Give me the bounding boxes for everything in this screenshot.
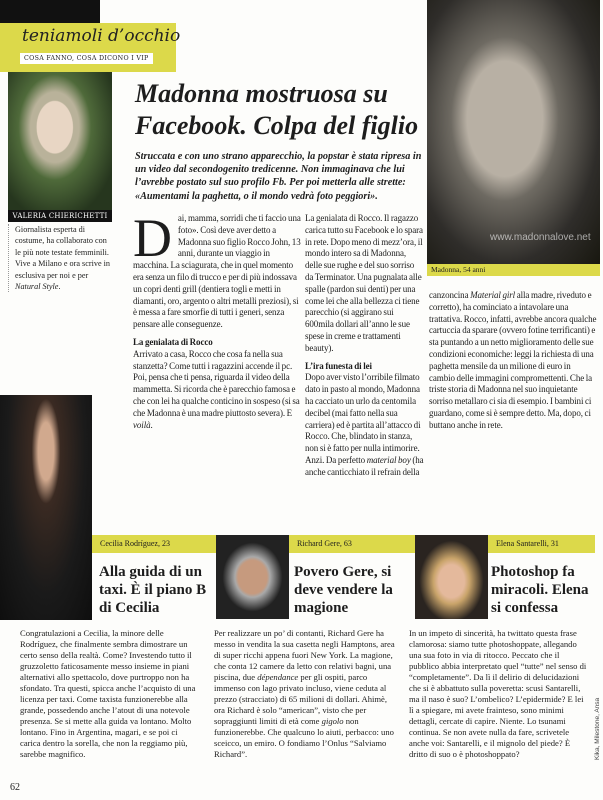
story-headline: Alla guida di un taxi. È il piano B di Cecilia bbox=[99, 564, 207, 616]
italic-text: gigolo bbox=[321, 716, 344, 726]
italic-text: dépendance bbox=[257, 672, 299, 682]
text: Per realizzare un po’ di contanti, Richard Gere ha messo in vendita la sua casetta negli Hamptons, area di super ricchi appena fuori New York. La magione, che conta 12 camere da letto con relativi bagni, una piscina, due bbox=[214, 628, 395, 682]
bio-magazine: Natural Style bbox=[15, 282, 59, 292]
bio-end: . bbox=[58, 282, 61, 292]
subheading: L’ira funesta di lei bbox=[305, 360, 372, 371]
text: per gli ospiti, parco immenso con lago privato incluso, viene ceduta al prezzo (stracciato) di 65 milioni di dollari. Ahimè, ora Richard è solo “american”, visto che per sopraggiunti limiti di età come bbox=[214, 672, 388, 726]
text: . bbox=[150, 419, 153, 430]
story-body bbox=[214, 628, 396, 760]
section-rubric bbox=[0, 23, 181, 72]
author-bio bbox=[8, 224, 112, 292]
article-standfirst: Struccata e con uno strano apparecchio, la popstar è stata ripresa in un video dal secondogenito tredicenne. Non immaginava che lui l’avrebbe postato sul suo profilo Fb. Per poi metterla alle strette: «Aumentami la paghetta, o il mondo vedrà foto peggiori». bbox=[135, 151, 422, 202]
photo-watermark: www.madonnalove.net bbox=[490, 232, 591, 243]
top-black-bar bbox=[0, 0, 100, 23]
cecilia-caption: Cecilia Rodríguez, 23 bbox=[92, 535, 216, 553]
paragraph: La genialata di Rocco. Il ragazzo carica tutto su Facebook e lo spara in rete. Dopo meno di mezz’ora, il mondo intero sa di Madonna, delle sue rughe e del suo sorriso da Terminator. Una pugnalata alle spalle (pardon sui denti) per una come lei che alla bellezza ci tiene parecchio (si aggirano sui 600mila dollari all’anno le sue spese in creme e trattamenti beauty). bbox=[305, 213, 423, 353]
rubric-subtitle: COSA FANNO, COSA DICONO I VIP bbox=[20, 53, 153, 64]
subheading: La genialata di Rocco bbox=[133, 336, 213, 347]
article-column-2 bbox=[305, 213, 424, 485]
paragraph: Arrivato a casa, Rocco che cosa fa nella sua stanzetta? Come tutti i ragazzini accende il pc. Poi, pensa che ti pensa, riguarda il video della mammetta. Si ricorda che è parecchio famosa e che con lei ha qualche conticino in sospeso (si sa che Madonna è una madre piuttosto severa). E bbox=[133, 348, 300, 418]
story-body: In un impeto di sincerità, ha twittato questa frase clamorosa: siamo tutte photoshoppate, allegando una sua foto in via di ritocco. Peccato che il pubblico abbia interpretato quel “tutte” nel senso di “completamente”. Da lì il delirio di delucidazioni che si è abbattuto sulla poveretta: scusi Santarelli, ma il naso è suo? L’ombelico? L’epidermide? E lei lì a spiegare, mi avete frainteso, sono minimi dettagli, cercate di capire. Niente. Lo tsunami continua. Se non avete nulla da fare, scrivetele anche voi: Santarelli, e il mignolo del piede? È dritto di suo o è photoshoppato? bbox=[409, 628, 587, 759]
richard-caption: Richard Gere, 63 bbox=[289, 535, 415, 553]
author-name: VALERIA CHIERICHETTI bbox=[8, 210, 112, 222]
story-headline: Povero Gere, si deve vendere la magione bbox=[294, 564, 393, 616]
story-headline: Photoshop fa miracoli. Elena si confessa bbox=[491, 564, 589, 616]
paragraph: ai, mamma, sorridi che ti faccio una foto». Così deve aver detto a Madonna suo figlio Rocco John, 13 anni, durante un viaggio in macchina. La sciagurata, che in quel momento era senza un filo di trucco e per di più indossava un copri denti grill (dentiera togli e metti in diamanti, oro, argento o altri metalli preziosi), si è messa a fare smorfie di tutti i generi, senza pensare alle conseguenze. bbox=[133, 213, 301, 330]
madonna-caption: Madonna, 54 anni bbox=[427, 264, 600, 276]
text: non funzionerebbe. Che qualcuno lo aiuti, perbacco: uno sceicco, un emiro. O fondiamo l’Onlus “Salviamo Richard”. bbox=[214, 716, 394, 759]
elena-photo bbox=[415, 535, 488, 619]
article-headline: Madonna mostruosa su Facebook. Colpa del figlio bbox=[135, 79, 419, 140]
madonna-photo bbox=[427, 0, 600, 264]
bio-text: Giornalista esperta di costume, ha collaborato con le più note testate femminili. Vive a Milano e ora scrive in esclusiva per noi e per bbox=[15, 225, 110, 280]
italic-text: voilà bbox=[133, 419, 151, 430]
rubric-title: teniamoli d’occhio bbox=[22, 26, 181, 46]
text: (ha anche canticchiato il refrain della bbox=[305, 454, 424, 477]
elena-caption: Elena Santarelli, 31 bbox=[488, 535, 595, 553]
page-number: 62 bbox=[10, 782, 20, 793]
article-column-1 bbox=[133, 208, 301, 437]
italic-text: Material girl bbox=[470, 290, 516, 300]
story-body: Congratulazioni a Cecilia, la minore delle Rodríguez, che finalmente sembra dimostrare un certo senso della realtà. Come? Investendo tutto il gruzzoletto faticosamente messo insieme in piani alternativi allo spettacolo, dove purtroppo non ha sfondato. Tra questi, spicca anche l’acquisto di una licenza per taxi. Come taxista funzionerebbe alla grande, possedendo anche l’atout di una notevole presenza. Se si mette alla guida va lontano. Molto lontano. Fino in Argentina, magari, e se poi ci carica dentro la sorella, che non la reggiamo più, sarebbe magnifico. bbox=[20, 628, 196, 759]
italic-text: material boy bbox=[366, 454, 411, 465]
drop-cap: D bbox=[133, 208, 172, 268]
article-column-3 bbox=[429, 290, 597, 438]
paragraph: canzoncina bbox=[429, 290, 471, 300]
photo-credit: Kika, Milestone, Ansa bbox=[594, 697, 601, 760]
text: alla madre, riveduto e corretto), ha cominciato a intavolare una trattativa. Rocco, infatti, avrebbe ancora qualche cartuccia da sparare (ovvero fotine terrificanti) e sta puntando a un netto miglioramento delle sue condizioni economiche: leggi la richiesta di una paghetta mensile da un milione di euro in cambio delle immagini compromettenti. Che la triste storia di Madonna nel suo inquietante sorriso metallaro ci sia di esempio. I bambini ci guardano, come si è sempre detto. Ma, dopo, ci buttano anche in rete. bbox=[429, 290, 597, 430]
author-photo bbox=[8, 72, 112, 210]
cecilia-photo bbox=[0, 395, 92, 620]
richard-photo bbox=[216, 535, 289, 619]
paragraph: Dopo aver visto l’orribile filmato dato in pasto al mondo, Madonna ha cacciato un urlo da centomila decibel (mai fatto nella sua carriera) ed è partita all’attacco di Rocco. Che, blindato in stanza, non si è fatto per nulla intimorire. Anzi. Da perfetto bbox=[305, 372, 421, 465]
